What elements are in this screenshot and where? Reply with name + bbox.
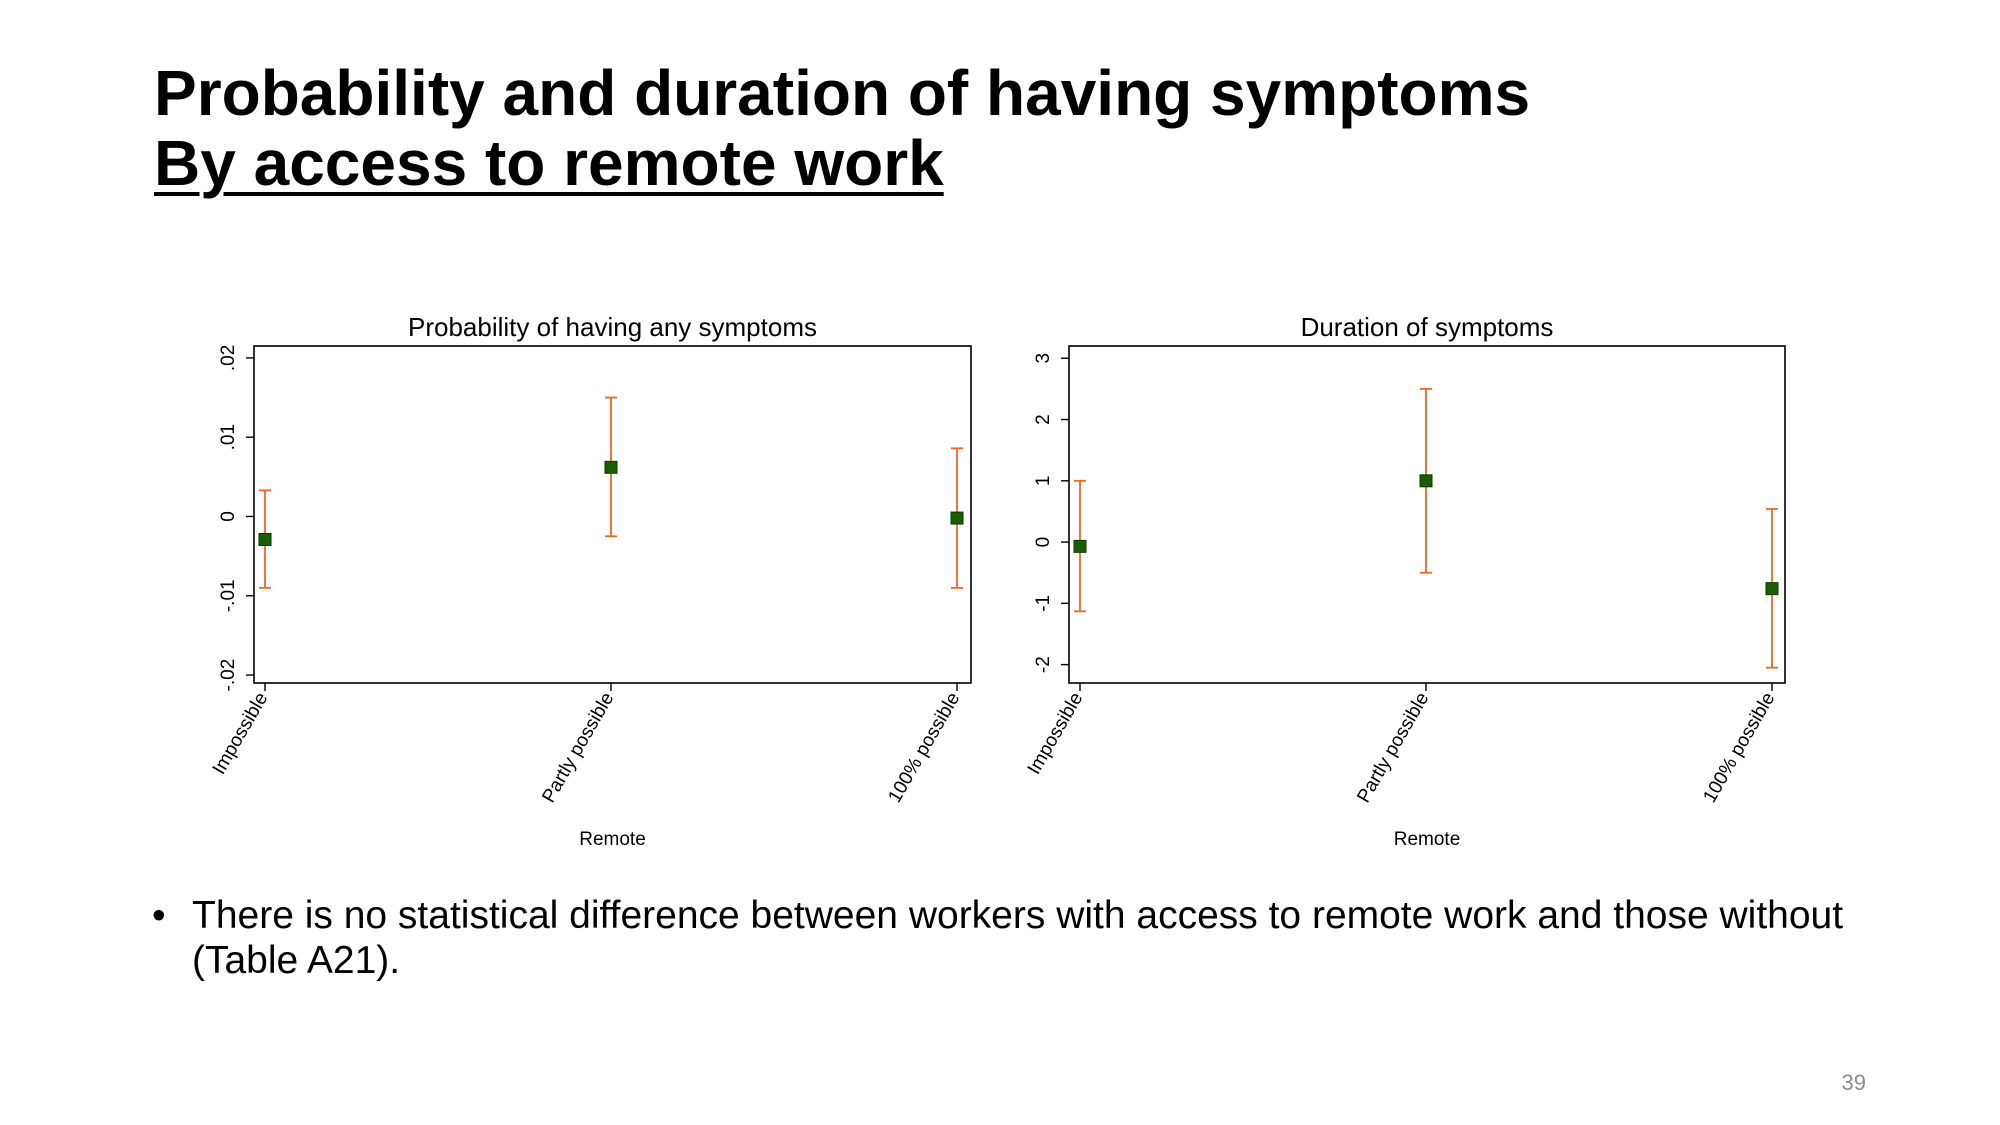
chart-1 — [209, 312, 971, 850]
bullet-point — [152, 893, 1852, 983]
x-tick-label: 100% possible — [1699, 689, 1780, 807]
x-tick-label: 100% possible — [884, 689, 965, 807]
y-tick-label: .02 — [218, 344, 239, 372]
bullet-icon: • — [152, 894, 166, 937]
x-axis-label: Remote — [579, 829, 646, 850]
data-point — [951, 512, 963, 524]
x-tick-label: Impossible — [208, 689, 273, 779]
y-tick-label: .01 — [218, 423, 239, 451]
y-tick-label: 2 — [1033, 414, 1054, 425]
y-tick-label: 1 — [1033, 475, 1054, 487]
x-tick-label: Partly possible — [1353, 689, 1434, 807]
data-point — [1420, 475, 1432, 487]
y-tick-label: -1 — [1033, 594, 1054, 612]
y-tick-label: -.01 — [218, 579, 239, 613]
plot-frame — [254, 346, 971, 683]
x-tick-label: Partly possible — [538, 689, 619, 807]
x-axis-label: Remote — [1393, 829, 1461, 850]
data-point — [605, 461, 617, 473]
data-point — [259, 533, 271, 545]
chart-title: Probability of having any symptoms — [408, 312, 817, 342]
bullet-text: There is no statistical difference between workers with access to remote work and those without (Table A21). — [192, 894, 1844, 982]
chart-title: Duration of symptoms — [1300, 312, 1554, 342]
y-tick-label: 3 — [1033, 352, 1054, 364]
plot-frame — [1069, 346, 1785, 683]
data-point — [1766, 583, 1778, 595]
y-tick-label: 0 — [218, 511, 239, 522]
data-point — [1074, 540, 1086, 552]
title-line-1: Probability and duration of having symptoms — [154, 57, 1531, 129]
y-tick-label: 0 — [1033, 536, 1054, 548]
y-tick-label: -.02 — [218, 658, 239, 692]
chart-2 — [1024, 312, 1785, 850]
x-tick-label: Impossible — [1023, 689, 1088, 779]
page-number: 39 — [1841, 1070, 1866, 1095]
y-tick-label: -2 — [1033, 656, 1054, 674]
title-line-2: By access to remote work — [154, 127, 944, 199]
